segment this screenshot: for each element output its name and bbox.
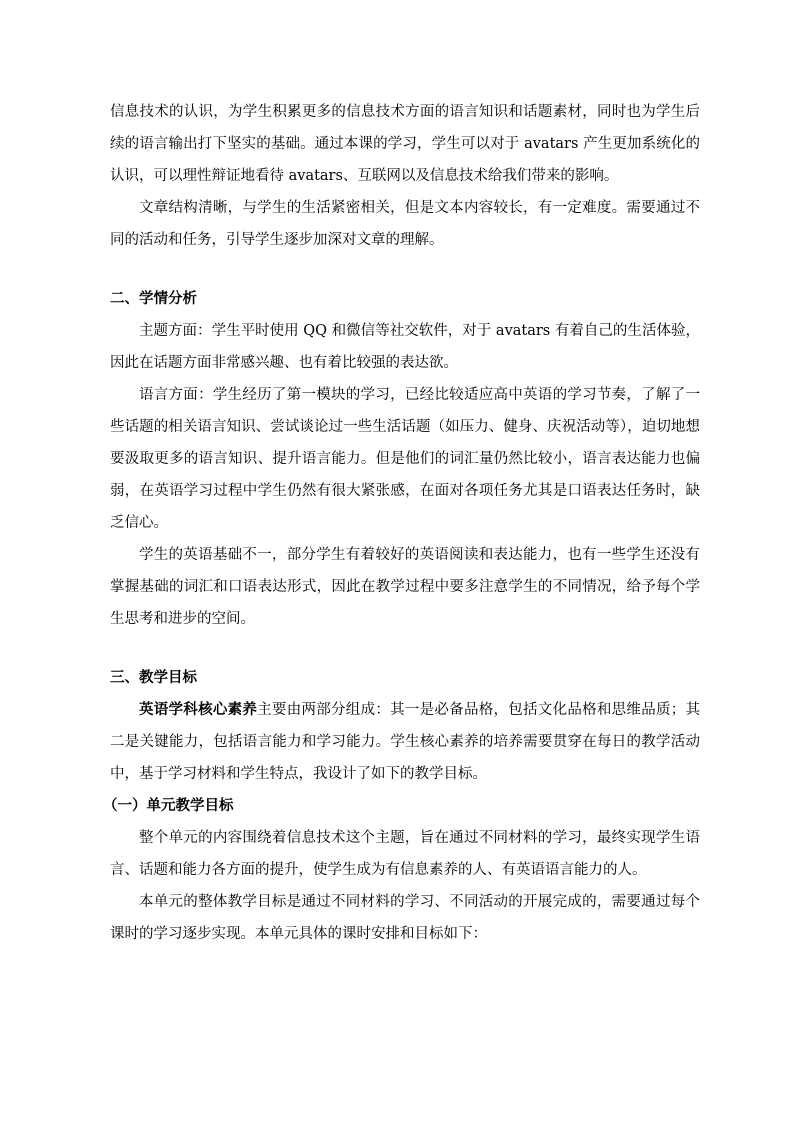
learner-analysis-topic: 主题方面：学生平时使用 QQ 和微信等社交软件，对于 avatars 有着自己的生活体验，因此在话题方面非常感兴趣、也有着比较强的表达欲。 <box>110 323 700 371</box>
core-competency-paragraph <box>110 694 700 790</box>
section-heading-learner-analysis: 二、学情分析 <box>110 291 197 307</box>
intro-paragraph-1: 信息技术的认识，为学生积累更多的信息技术方面的语言知识和话题素材，同时也为学生后续的语言输出打下坚实的基础。通过本课的学习，学生可以对于 avatars 产生更加系统化的认识，可以理性辩证地看待 avatars、互联网以及信息技术给我们带来的影响。 <box>110 104 700 184</box>
intro-paragraph-2: 文章结构清晰，与学生的生活紧密相关，但是文本内容较长，有一定难度。需要通过不同的活动和任务，引导学生逐步加深对文章的理解。 <box>110 200 700 248</box>
section-heading-teaching-goals: 三、教学目标 <box>110 670 197 686</box>
core-competency-text: 主要由两部分组成：其一是必备品格，包括文化品格和思维品质；其二是关键能力，包括语言能力和学习能力。学生核心素养的培养需要贯穿在每日的教学活动中，基于学习材料和学生特点，我设计了如下的教学目标。 <box>110 702 701 782</box>
learner-analysis-language: 语言方面：学生经历了第一模块的学习，已经比较适应高中英语的学习节奏，了解了一些话题的相关语言知识、尝试谈论过一些生活话题（如压力、健身、庆祝活动等），迫切地想要汲取更多的语言知识、提升语言能力。但是他们的词汇量仍然比较小，语言表达能力也偏弱，在英语学习过程中学生仍然有很大紧张感，在面对各项任务尤其是口语表达任务时，缺乏信心。 <box>110 387 700 531</box>
learner-analysis-foundation: 学生的英语基础不一，部分学生有着较好的英语阅读和表达能力，也有一些学生还没有掌握基础的词汇和口语表达形式，因此在教学过程中要多注意学生的不同情况，给予每个学生思考和进步的空间。 <box>110 547 700 627</box>
document-page <box>103 96 701 950</box>
unit-goals-paragraph-1: 整个单元的内容围绕着信息技术这个主题，旨在通过不同材料的学习，最终实现学生语言、话题和能力各方面的提升，使学生成为有信息素养的人、有英语语言能力的人。 <box>110 830 700 878</box>
subheading-unit-goals: （一）单元教学目标 <box>103 798 234 814</box>
unit-goals-paragraph-2: 本单元的整体教学目标是通过不同材料的学习、不同活动的开展完成的，需要通过每个课时的学习逐步实现。本单元具体的课时安排和目标如下： <box>110 894 700 942</box>
section-gap <box>110 256 700 283</box>
core-competency-term: 英语学科核心素养 <box>139 702 258 718</box>
section-gap <box>110 635 700 662</box>
